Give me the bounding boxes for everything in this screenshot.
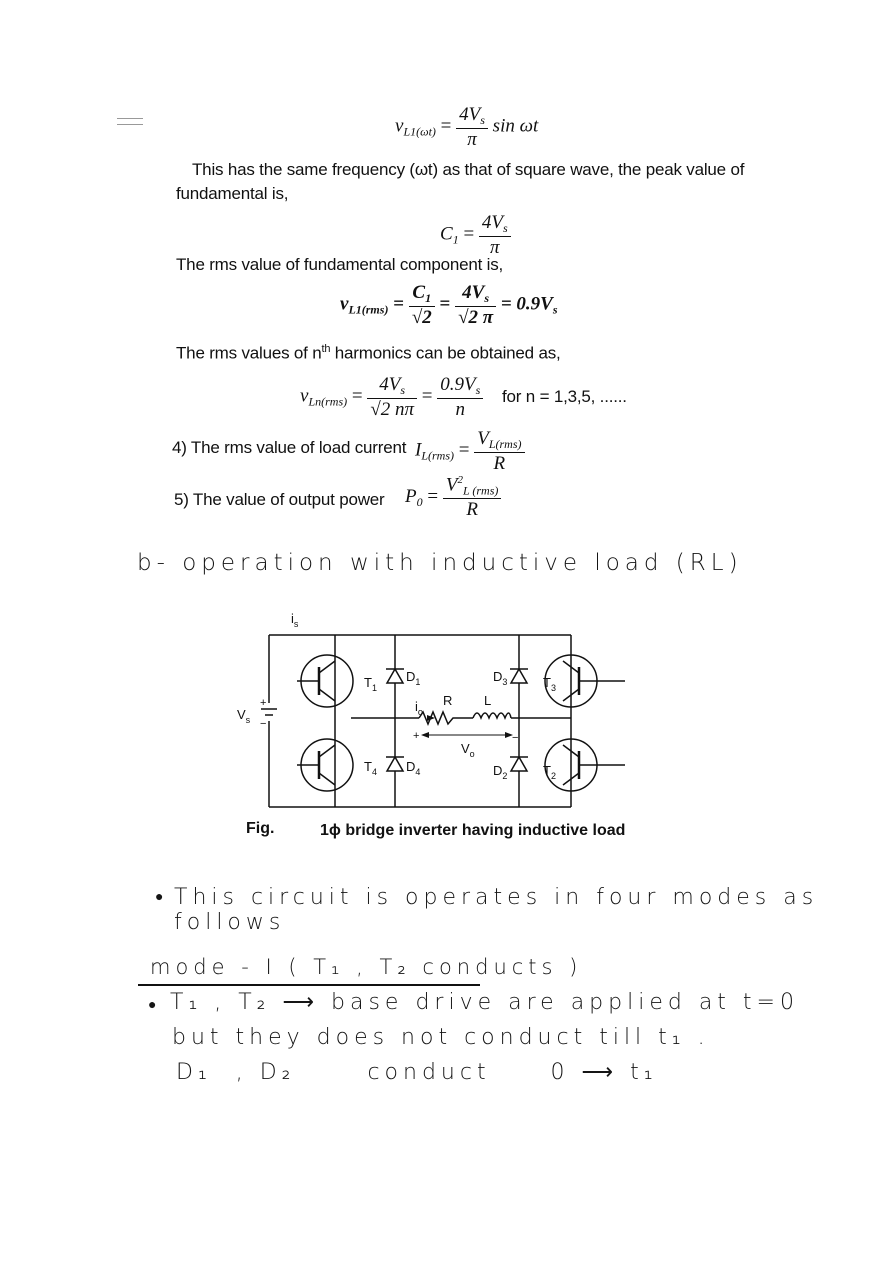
handwritten-bullet-modes: This circuit is operates in four modes as follows: [174, 885, 819, 935]
bullet-dot: ●: [155, 889, 169, 905]
paragraph-rms-harmonics: The rms values of $n^{th}$ harmonics can be obtained as,: [176, 343, 561, 363]
vs-minus-label: −: [260, 718, 267, 730]
vo-minus-label: −: [512, 732, 519, 744]
r-label: R: [443, 693, 453, 708]
mode-heading-underline: [138, 984, 480, 986]
equation-il-rms: $I_{L(rms)}$ = $\frac{V_{L(rms)}}{R}$: [415, 428, 525, 475]
d3-label: $D_3$: [493, 669, 508, 687]
is-label: $i_s$: [291, 611, 299, 629]
l-label: L: [484, 693, 492, 708]
t1-label: $T_1$: [364, 675, 377, 693]
equation-po: $P_0$ = $\frac{V^2_{L (rms)}}{R}$: [405, 474, 501, 521]
t2-label: $T_2$: [543, 763, 556, 781]
equation-vl1: $v_{L1(\omega t)}$ = $\frac{4V_s}{\pi}$ sin ωt: [395, 104, 539, 150]
equation-c1: $C_1$ = $\frac{4V_s}{\pi}$: [440, 212, 511, 259]
io-label: $i_o$: [415, 699, 423, 717]
bullet-dot: ●: [148, 997, 162, 1013]
vo-plus-label: +: [413, 730, 420, 742]
handwritten-line-1: T₁ , T₂ ⟶ base drive are applied at t=0: [170, 990, 799, 1015]
equation-vln-rms: $v_{Ln(rms)}$ = $\frac{4V_s}{√2 n\pi}$ = $\frac{0.9V_s}{n}$ for n = 1,3,5, ......: [300, 374, 627, 420]
vs-label: $V_s$: [237, 707, 251, 725]
handwritten-line-2: but they does not conduct till t₁ .: [172, 1025, 710, 1050]
figure-caption-label: Fig.: [246, 820, 275, 837]
d4-label: $D_4$: [406, 759, 421, 777]
vo-label: $V_o$: [461, 741, 475, 759]
d2-label: $D_2$: [493, 763, 508, 781]
scan-mark: [117, 124, 143, 125]
t4-label: $T_4$: [364, 759, 377, 777]
bridge-inverter-diagram: [225, 605, 645, 820]
d1-label: $D_1$: [406, 669, 421, 687]
paragraph-rms-fundamental: The rms value of fundamental component is,: [176, 255, 504, 274]
item-load-current: 4) The rms value of load current: [172, 438, 407, 457]
paragraph-frequency: This has the same frequency (ωt) as that of square wave, the peak value of fundamental is,: [176, 160, 745, 203]
handwritten-line-3: D₁ , D₂ conduct 0 ⟶ t₁: [176, 1060, 658, 1085]
item-output-power: 5) The value of output power: [174, 490, 385, 509]
equation-vl1-rms: $v_{L1(rms)}$ = $\frac{C_1}{√2}$ = $\frac{4V_s}{√2 \pi}$ = $0.9V_s$: [340, 282, 558, 328]
t3-label: $T_3$: [543, 675, 556, 693]
handwritten-heading: b- operation with inductive load (RL): [137, 550, 743, 576]
scan-mark: [117, 118, 143, 119]
handwritten-mode-heading: mode - I ( T₁ , T₂ conducts ): [150, 955, 583, 979]
figure-caption: 1ϕ bridge inverter having inductive load: [320, 822, 626, 839]
vs-plus-label: +: [260, 697, 267, 709]
